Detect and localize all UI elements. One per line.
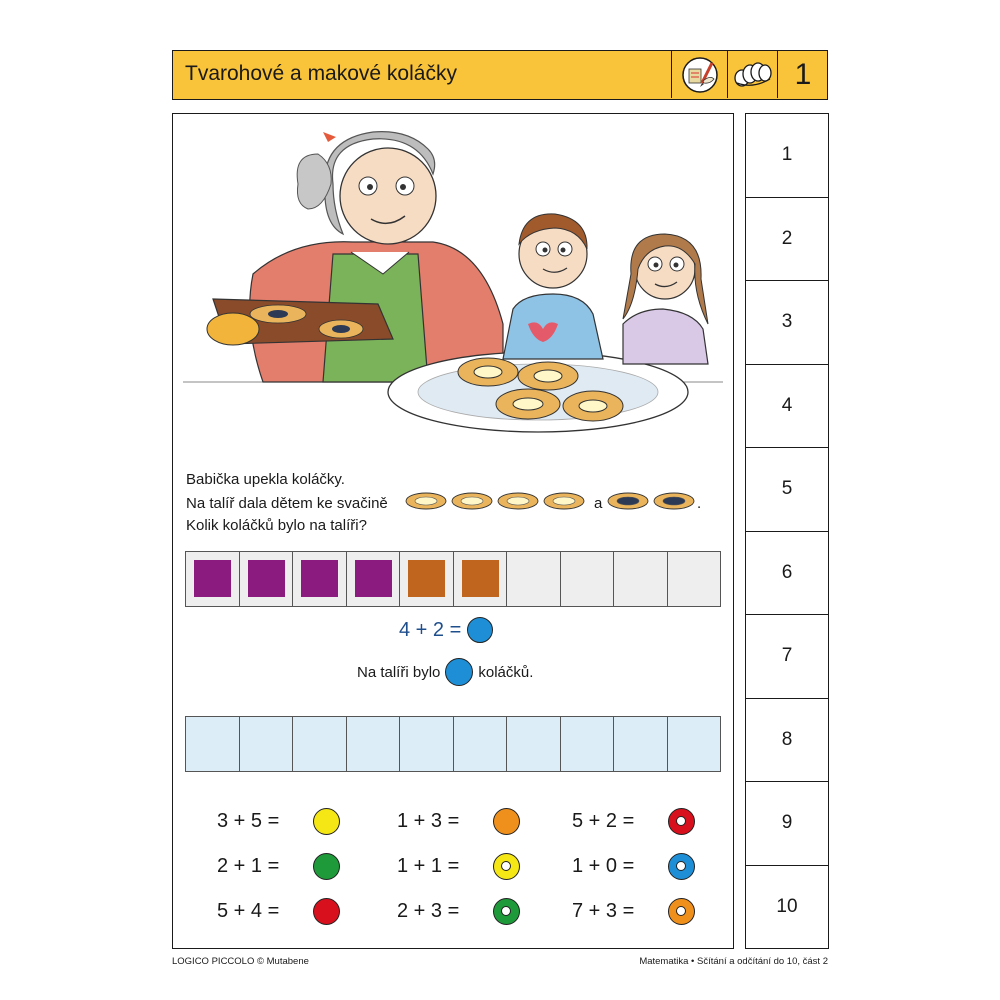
exercise-equation: 2 + 1 = [217, 855, 280, 877]
poppy-cookie-icon [608, 493, 648, 509]
blue-answer-circle [467, 617, 493, 643]
page-title: Tvarohové a makové koláčky [185, 62, 457, 85]
colored-square [248, 560, 285, 597]
poppy-cookie-icon [654, 493, 694, 509]
exercise-equation: 5 + 2 = [572, 810, 635, 832]
ring-answer-circle[interactable] [668, 853, 695, 880]
colored-square [462, 560, 499, 597]
exercise-equation: 7 + 3 = [572, 900, 635, 922]
pencil-drawing-icon [671, 51, 728, 98]
story-line-2: Na talíř dala dětem ke svačině [186, 495, 388, 512]
answer-number-cell[interactable]: 10 [776, 895, 798, 917]
exercise-item [397, 808, 520, 835]
grid-cell [561, 552, 615, 606]
cheese-cookie-icon [452, 493, 492, 509]
ring-answer-circle[interactable] [668, 898, 695, 925]
footer-subject: Matematika • Sčítání a odčítání do 10, část 2 [639, 956, 828, 967]
exercise-panel [172, 113, 734, 949]
counting-grid-empty [185, 716, 721, 772]
grid-cell [293, 552, 347, 606]
cheese-cookie-icon [498, 493, 538, 509]
colored-square [408, 560, 445, 597]
empty-grid-cell[interactable] [561, 717, 615, 771]
exercise-equation: 5 + 4 = [217, 900, 280, 922]
empty-grid-cell[interactable] [240, 717, 294, 771]
sentence-after: koláčků. [478, 663, 534, 681]
counting-grid-filled [185, 551, 721, 607]
solid-answer-circle[interactable] [313, 853, 340, 880]
grid-cell [454, 552, 508, 606]
grid-cell [400, 552, 454, 606]
sentence-period: . [697, 495, 702, 512]
answer-number-cell[interactable]: 6 [746, 532, 828, 616]
cheese-cookie-icon [406, 493, 446, 509]
conjunction-a: a [594, 495, 603, 512]
empty-grid-cell[interactable] [400, 717, 454, 771]
colored-square [355, 560, 392, 597]
answer-number-cell[interactable]: 5 [746, 448, 828, 532]
empty-grid-cell[interactable] [454, 717, 508, 771]
empty-grid-cell[interactable] [668, 717, 721, 771]
cheese-cookie-icon [544, 493, 584, 509]
braided-bread-icon [727, 51, 778, 98]
answer-sentence [357, 658, 533, 686]
exercise-item [217, 853, 340, 880]
empty-grid-cell[interactable] [293, 717, 347, 771]
answer-number-cell[interactable]: 9 [746, 782, 828, 866]
exercise-item [217, 808, 340, 835]
equation-text: 4 + 2 = [399, 618, 462, 641]
exercise-equation: 3 + 5 = [217, 810, 280, 832]
ring-answer-circle[interactable] [493, 898, 520, 925]
ring-answer-circle[interactable] [493, 853, 520, 880]
exercise-item [572, 808, 695, 835]
example-equation [399, 617, 493, 643]
header-bar [172, 50, 828, 100]
story-line-1: Babička upekla koláčky. [186, 471, 345, 488]
colored-square [301, 560, 338, 597]
answer-number-cell[interactable]: 3 [746, 281, 828, 365]
exercise-item [397, 853, 520, 880]
grid-cell [507, 552, 561, 606]
empty-grid-cell[interactable] [186, 717, 240, 771]
empty-grid-cell[interactable] [347, 717, 401, 771]
blue-answer-circle-inline [445, 658, 473, 686]
exercise-item [397, 898, 520, 925]
exercise-equation: 1 + 3 = [397, 810, 460, 832]
inline-cookies-row [405, 487, 705, 515]
answer-number-cell[interactable]: 8 [746, 699, 828, 783]
grandma-and-children-illustration [183, 124, 723, 474]
grid-cell [614, 552, 668, 606]
story-line-3: Kolik koláčků bylo na talíři? [186, 517, 367, 534]
grid-cell [240, 552, 294, 606]
exercise-equation: 1 + 1 = [397, 855, 460, 877]
solid-answer-circle[interactable] [493, 808, 520, 835]
grid-cell [347, 552, 401, 606]
exercise-item [572, 898, 695, 925]
page-number: 1 [777, 51, 828, 98]
exercise-item [572, 853, 695, 880]
exercise-item [217, 898, 340, 925]
colored-square [194, 560, 231, 597]
exercise-equation: 2 + 3 = [397, 900, 460, 922]
empty-grid-cell[interactable] [507, 717, 561, 771]
empty-grid-cell[interactable] [614, 717, 668, 771]
ring-answer-circle[interactable] [668, 808, 695, 835]
footer-publisher: LOGICO PICCOLO © Mutabene [172, 956, 309, 967]
answer-number-cell[interactable]: 4 [746, 365, 828, 449]
answer-number-column [745, 113, 829, 949]
answer-number-cell[interactable]: 7 [746, 615, 828, 699]
answer-number-cell[interactable]: 1 [746, 114, 828, 198]
grid-cell [186, 552, 240, 606]
solid-answer-circle[interactable] [313, 898, 340, 925]
sentence-before: Na talíři bylo [357, 663, 441, 681]
answer-number-cell[interactable]: 2 [746, 198, 828, 282]
grid-cell [668, 552, 721, 606]
solid-answer-circle[interactable] [313, 808, 340, 835]
exercise-equation: 1 + 0 = [572, 855, 635, 877]
